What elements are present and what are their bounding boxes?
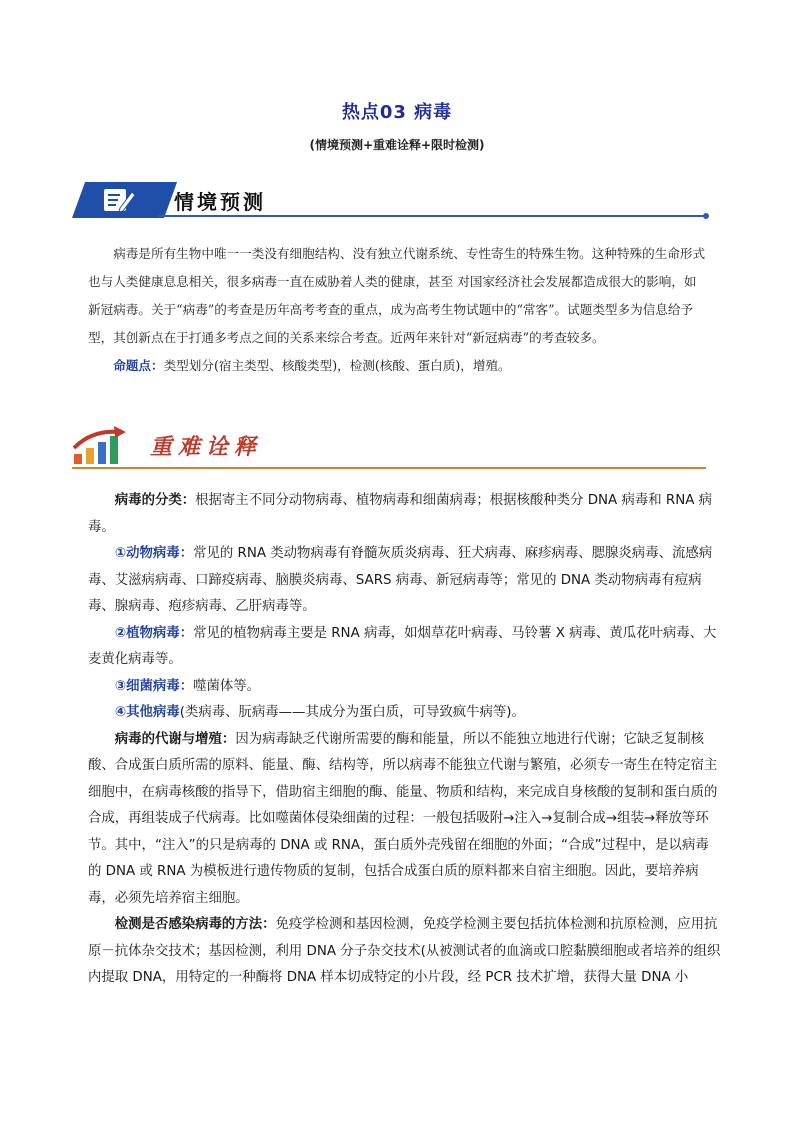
kw-detection: 检测是否感染病毒的方法：: [114, 917, 276, 932]
para-detection: [88, 912, 722, 992]
kw-metabolism: 病毒的代谢与增殖：: [114, 731, 236, 747]
section-rule: [158, 215, 706, 217]
scenario-paragraph: 病毒是所有生物中唯一一类没有细胞结构、没有独立代谢系统、专性寄生的特殊生物。这种特殊的生命形式也与人类健康息息相关，很多病毒一直在威胁着人类的健康，甚至 对国家经济社会发展都造成很大的影响，如新冠病毒。关于“病毒”的考查是历年高考考查的重点，成为高考生物试题中的“常客”。试题类型多为信息给予型，其创新点在于打通多考点之间的关系来综合考查。近两年来针对“新冠病毒”的考查较多。: [88, 246, 706, 345]
text-bacterial-virus: 噬菌体等。: [193, 678, 261, 694]
text-metabolism: 因为病毒缺乏代谢所需要的酶和能量，所以不能独立地进行代谢；它缺乏复制核酸、合成蛋白质所需的原料、能量、酶、结构等，所以病毒不能独立代谢与繁殖，必须专一寄生在特定宿主细胞中，在病毒核酸的指导下，借助宿主细胞的酶、能量、物质和结构，来完成自身核酸的复制和蛋白质的合成，再组装成子代病毒。比如噬菌体侵染细菌的过程：一般包括吸附→注入→复制合成→组装→释放等环节。其中，“注入”的只是病毒的 DNA 或 RNA，蛋白质外壳残留在细胞的外面；“合成”过程中，是以病毒的 DNA 或 RNA 为模板进行遗传物质的复制，包括合成蛋白质的原料都来自宿主细胞。因此，要培养病毒，必须先培养宿主细胞。: [88, 731, 718, 906]
rule-end-dot: [703, 213, 709, 219]
para-animal-virus: [88, 541, 722, 621]
para-classification: [88, 488, 722, 541]
kw-classification: 病毒的分类：: [114, 493, 196, 508]
text-animal-virus: 常见的 RNA 类动物病毒有脊髓灰质炎病毒、狂犬病毒、麻疹病毒、腮腺炎病毒、流感病毒、艾滋病病毒、口蹄疫病毒、脑膜炎病毒、SARS 病毒、新冠病毒等；常见的 DNA 类动物病毒有痘病毒、腺病毒、疱疹病毒、乙肝病毒等。: [88, 546, 713, 614]
kw-bacterial-virus: ③细菌病毒：: [114, 678, 194, 694]
para-metabolism: [88, 727, 722, 913]
para-other-virus: [88, 700, 722, 727]
growth-chart-icon: [72, 424, 130, 466]
text-detection: 免疫学检测和基因检测，免疫学检测主要包括抗体检测和抗原检测，应用抗原－抗体杂交技术；基因检测，利用 DNA 分子杂交技术(从被测试者的血滴或口腔黏膜细胞或者培养的组织内提取 DNA，用特定的一种酶将 DNA 样本切成特定的小片段，经 PCR 技术扩增，获得大量 DNA 小: [88, 917, 721, 985]
text-classification: 根据寄主不同分动物病毒、植物病毒和细菌病毒；根据核酸种类分 DNA 病毒和 RNA 病毒。: [88, 493, 713, 535]
page-title: 热点03 病毒: [341, 102, 453, 123]
section-title-explanation: 重难诠释: [150, 434, 263, 460]
mingti-line: [88, 352, 708, 380]
note-edit-icon: [98, 184, 138, 216]
text-plant-virus: 常见的植物病毒主要是 RNA 病毒，如烟草花叶病毒、马铃薯 X 病毒、黄瓜花叶病毒、大麦黄化病毒等。: [88, 625, 717, 667]
section-rule-orange: [72, 467, 706, 469]
kw-animal-virus: ①动物病毒：: [114, 546, 194, 561]
scenario-text: [88, 240, 708, 380]
page-subtitle: (情境预测+重难诠释+限时检测): [309, 138, 485, 152]
kw-other-virus: ④其他病毒: [114, 705, 180, 720]
section-title-scenario: 情境预测: [174, 190, 266, 214]
section-header-scenario: [72, 178, 712, 222]
text-other-virus: (类病毒、朊病毒——其成分为蛋白质，可导致疯牛病等)。: [179, 705, 525, 720]
kw-plant-virus: ②植物病毒：: [114, 625, 194, 641]
para-bacterial-virus: [88, 674, 722, 701]
para-plant-virus: [88, 621, 722, 674]
mingti-label: 命题点：: [113, 358, 164, 373]
explanation-text: [88, 488, 722, 992]
mingti-text: 类型划分(宿主类型、核酸类型)，检测(核酸、蛋白质)，增殖。: [163, 358, 511, 373]
section-header-explanation: [72, 422, 712, 470]
